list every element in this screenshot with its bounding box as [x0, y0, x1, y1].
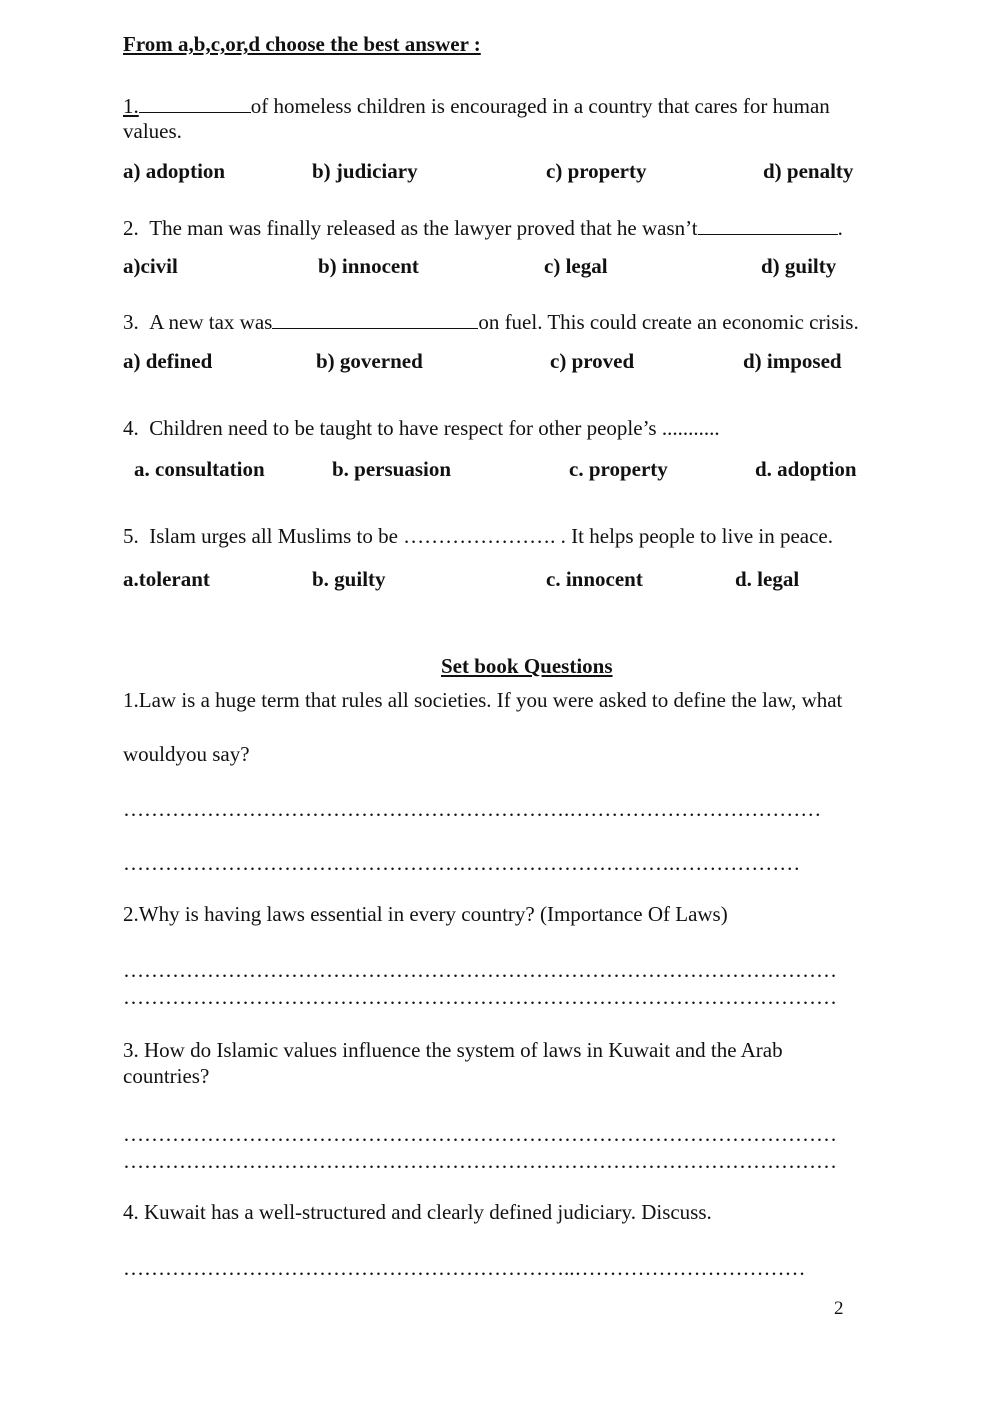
option-a[interactable]: a) adoption: [123, 159, 226, 183]
option-a[interactable]: a)civil: [123, 254, 178, 278]
question-text: The man was finally released as the lawyer proved that he wasn’t: [149, 215, 698, 240]
option-d[interactable]: d) imposed: [743, 349, 842, 373]
setbook-question-1: 1.Law is a huge term that rules all societies. If you were asked to define the law, what: [123, 688, 843, 712]
question-text: Islam urges all Muslims to be …………………. . It helps people to live in peace.: [149, 524, 834, 548]
option-c[interactable]: c) proved: [550, 349, 635, 373]
answer-line[interactable]: …………………………………………………………………………………………: [123, 958, 837, 982]
option-b[interactable]: b) governed: [316, 349, 423, 373]
option-a[interactable]: a) defined: [123, 349, 213, 373]
section-heading-choose: From a,b,c,or,d choose the best answer :: [123, 32, 481, 56]
option-d[interactable]: d) penalty: [763, 159, 854, 183]
question-5: [123, 524, 833, 549]
question-2: [123, 214, 843, 241]
question-number: 5.: [123, 524, 139, 548]
answer-line[interactable]: …………………………………………………………………………………………: [123, 1122, 837, 1146]
setbook-question-4: 4. Kuwait has a well-structured and clearly defined judiciary. Discuss.: [123, 1200, 712, 1224]
setbook-question-1-continuation: wouldyou say?: [123, 742, 250, 766]
option-a[interactable]: a. consultation: [134, 457, 265, 481]
setbook-question-2: 2.Why is having laws essential in every country? (Importance Of Laws): [123, 902, 728, 926]
option-d[interactable]: d. legal: [735, 567, 800, 591]
question-number: 1.: [123, 93, 139, 118]
answer-line[interactable]: …………………………………………………………………………………………: [123, 1149, 837, 1173]
answer-blank[interactable]: [698, 214, 838, 235]
answer-blank[interactable]: [139, 92, 251, 113]
question-text: Children need to be taught to have respect for other people’s ...........: [149, 416, 720, 440]
question-number: 2.: [123, 215, 139, 240]
question-text-end: .: [837, 215, 843, 240]
option-c[interactable]: c) property: [546, 159, 647, 183]
option-b[interactable]: b) innocent: [318, 254, 419, 278]
answer-line[interactable]: ……………………………………………………….………………………………: [123, 797, 822, 821]
answer-line[interactable]: …………………………………………………………………….………………: [123, 851, 801, 875]
option-b[interactable]: b) judiciary: [312, 159, 418, 183]
option-c[interactable]: c. innocent: [546, 567, 643, 591]
question-number: 3.: [123, 309, 139, 334]
option-c[interactable]: c. property: [569, 457, 668, 481]
answer-blank[interactable]: [272, 308, 478, 329]
option-c[interactable]: c) legal: [544, 254, 608, 278]
question-3: [123, 308, 859, 335]
question-1-continuation: values.: [123, 119, 182, 143]
question-text: of homeless children is encouraged in a country that cares for human: [250, 93, 830, 118]
question-4: [123, 416, 720, 441]
option-d[interactable]: d. adoption: [755, 457, 857, 481]
option-b[interactable]: b. guilty: [312, 567, 386, 591]
setbook-question-3: 3. How do Islamic values influence the system of laws in Kuwait and the Arab: [123, 1038, 783, 1062]
option-d[interactable]: d) guilty: [761, 254, 837, 278]
setbook-question-3-continuation: countries?: [123, 1064, 210, 1088]
option-b[interactable]: b. persuasion: [332, 457, 452, 481]
option-a[interactable]: a.tolerant: [123, 567, 210, 591]
page-number: 2: [834, 1298, 844, 1319]
question-text: A new tax was: [149, 309, 273, 334]
question-1: [123, 92, 830, 119]
section-heading-set-book: Set book Questions: [441, 654, 613, 678]
answer-line[interactable]: …………………………………………………………………………………………: [123, 985, 837, 1009]
question-text-end: on fuel. This could create an economic crisis.: [478, 309, 859, 334]
answer-line[interactable]: ………………………………………………………..……………………………: [123, 1256, 806, 1280]
question-number: 4.: [123, 416, 139, 440]
